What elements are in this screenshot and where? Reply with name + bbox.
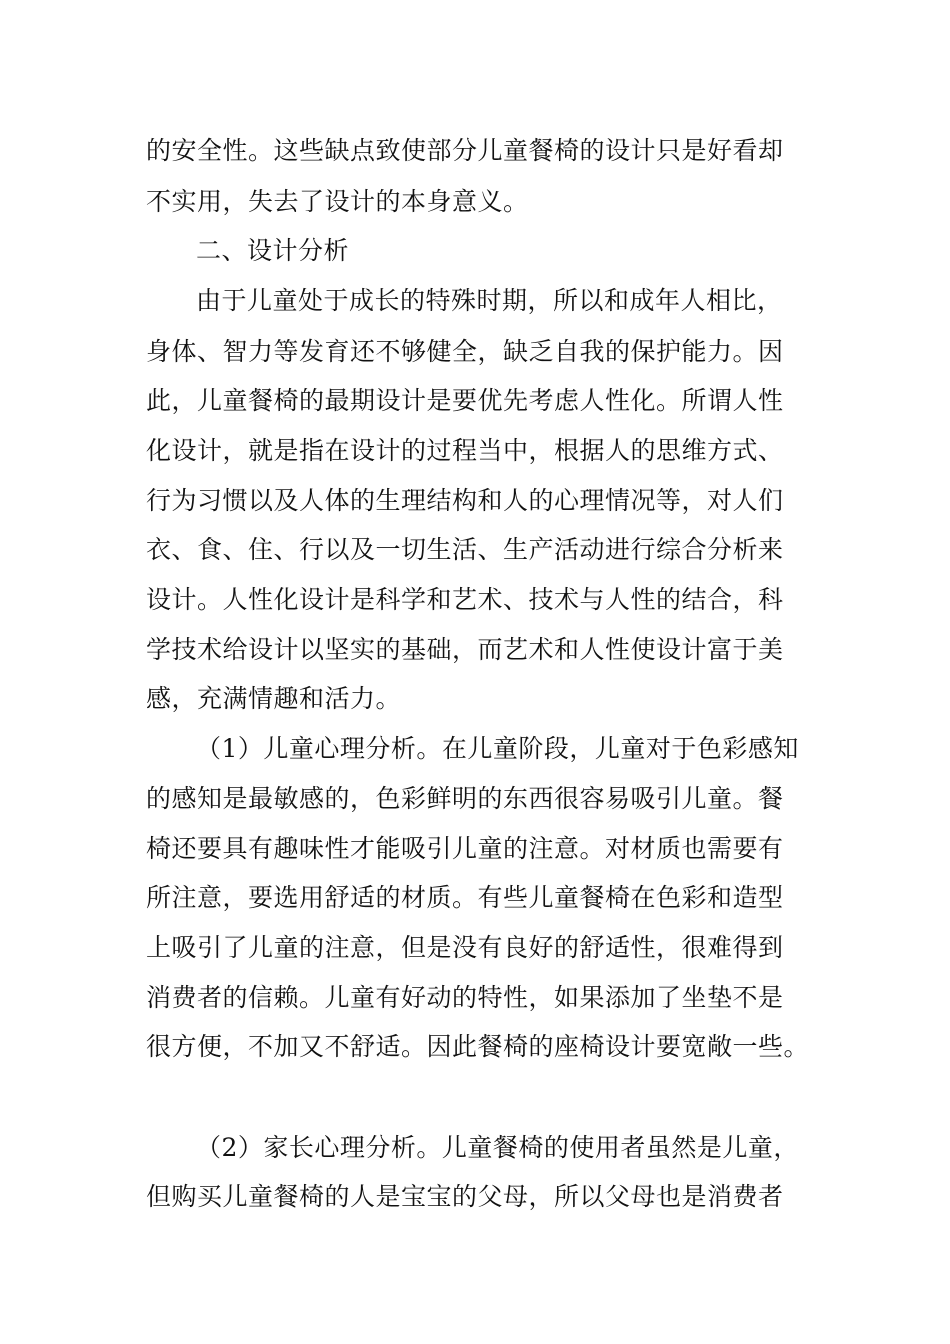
text-line-9: 衣、食、住、行以及一切生活、生产活动进行综合分析来 xyxy=(146,535,784,564)
text-line-11: 学技术给设计以坚实的基础，而艺术和人性使设计富于美 xyxy=(146,635,784,664)
text-line-16: 所注意，要选用舒适的材质。有些儿童餐椅在色彩和造型 xyxy=(146,883,784,912)
text-line-5: 身体、智力等发育还不够健全，缺乏自我的保护能力。因 xyxy=(146,337,784,366)
text-line-8: 行为习惯以及人体的生理结构和人的心理情况等，对人们 xyxy=(146,486,784,515)
text-line-2: 不实用，失去了设计的本身意义。 xyxy=(146,187,529,216)
text-line-20: （2）家长心理分析。儿童餐椅的使用者虽然是儿童， xyxy=(196,1133,799,1162)
text-line-13: （1）儿童心理分析。在儿童阶段，儿童对于色彩感知 xyxy=(196,734,799,763)
text-line-21: 但购买儿童餐椅的人是宝宝的父母，所以父母也是消费者 xyxy=(146,1182,784,1211)
text-line-15: 椅还要具有趣味性才能吸引儿童的注意。对材质也需要有 xyxy=(146,834,784,863)
text-line-7: 化设计，就是指在设计的过程当中，根据人的思维方式、 xyxy=(146,436,784,465)
text-line-4: 由于儿童处于成长的特殊时期，所以和成年人相比， xyxy=(196,286,783,315)
text-line-17: 上吸引了儿童的注意，但是没有良好的舒适性，很难得到 xyxy=(146,933,784,962)
text-line-14: 的感知是最敏感的，色彩鲜明的东西很容易吸引儿童。餐 xyxy=(146,784,784,813)
text-line-19: 很方便，不加又不舒适。因此餐椅的座椅设计要宽敞一些。 xyxy=(146,1032,810,1061)
section-heading: 二、设计分析 xyxy=(196,236,350,265)
text-line-10: 设计。人性化设计是科学和艺术、技术与人性的结合，科 xyxy=(146,585,784,614)
text-line-18: 消费者的信赖。儿童有好动的特性，如果添加了坐垫不是 xyxy=(146,983,784,1012)
text-line-1: 的安全性。这些缺点致使部分儿童餐椅的设计只是好看却 xyxy=(146,136,784,165)
text-line-6: 此，儿童餐椅的最期设计是要优先考虑人性化。所谓人性 xyxy=(146,386,784,415)
text-line-12: 感，充满情趣和活力。 xyxy=(146,684,402,713)
